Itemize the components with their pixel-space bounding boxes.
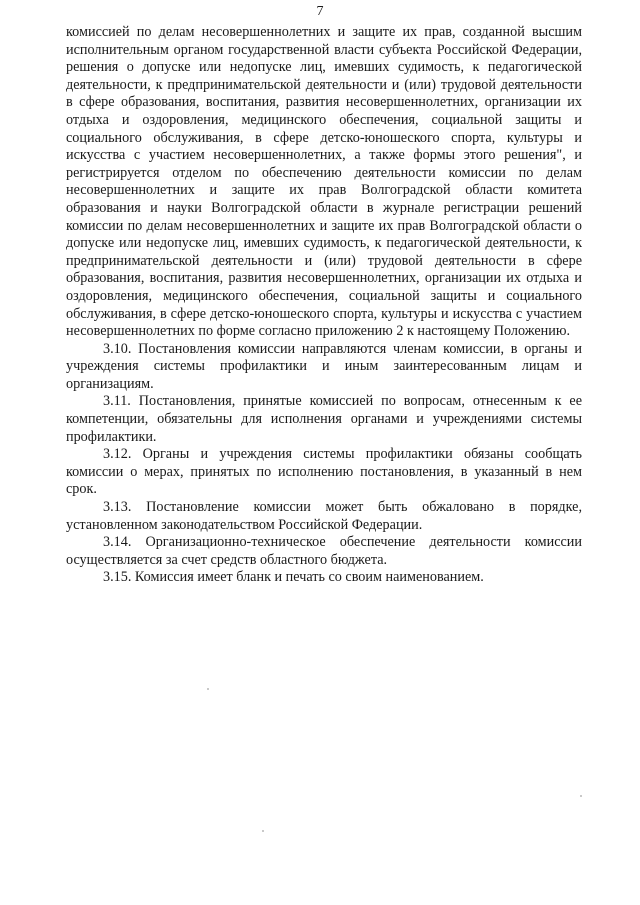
paragraph-continuation: комиссией по делам несовершеннолетних и защите их прав, созданной высшим исполнительным органом государственной власти субъекта Российской Федерации, решения о допуске или недопуске лиц, имевших судимость, к педагогической деятельности, к предпринимательской деятельности и (или) трудовой деятельности в сфере образования, воспитания, развития несовершеннолетних, организации их отдыха и оздоровления, медицинского обеспечения, социальной защиты и социального обслуживания, в сфере детско-юношеского спорта, культуры и искусства с участием несовершеннолетних, а также формы этого решения", и регистрируется отделом по обеспечению деятельности комиссии по делам несовершеннолетних и защите их прав Волгоградской области комитета образования и науки Волгоградской области в журнале регистрации решений комиссии по делам несовершеннолетних и защите их прав Волгоградской области о допуске или недопуске лиц, имевших судимость, к педагогической деятельности, к предпринимательской деятельности и (или) трудовой деятельности в сфере образования, воспитания, развития несовершеннолетних, организации их отдыха и оздоровления, медицинского обеспечения, социальной защиты и социального обслуживания, в сфере детско-юношеского спорта, культуры и искусства с участием несовершеннолетних по форме согласно приложению 2 к настоящему Положению. — [66, 24, 582, 340]
scan-artifact — [580, 795, 582, 797]
document-body — [66, 24, 582, 587]
paragraph-3-11: 3.11. Постановления, принятые комиссией по вопросам, отнесенным к ее компетенции, обязательны для исполнения органами и учреждениями системы профилактики. — [66, 393, 582, 445]
paragraph-3-15: 3.15. Комиссия имеет бланк и печать со своим наименованием. — [103, 569, 484, 586]
paragraph-3-12: 3.12. Органы и учреждения системы профилактики обязаны сообщать комиссии о мерах, принятых по исполнению постановления, в указанный в нем срок. — [66, 446, 582, 498]
paragraph-3-10: 3.10. Постановления комиссии направляются членам комиссии, в органы и учреждения системы профилактики и иным заинтересованным лицам и организациям. — [66, 340, 582, 392]
scan-artifact — [262, 830, 264, 832]
paragraph-3-14: 3.14. Организационно-техническое обеспечение деятельности комиссии осуществляется за счет средств областного бюджета. — [66, 534, 582, 568]
paragraph-3-13: 3.13. Постановление комиссии может быть обжаловано в порядке, установленном законодательством Российской Федерации. — [66, 499, 582, 533]
scan-artifact — [207, 688, 209, 690]
page-number: 7 — [316, 4, 324, 19]
